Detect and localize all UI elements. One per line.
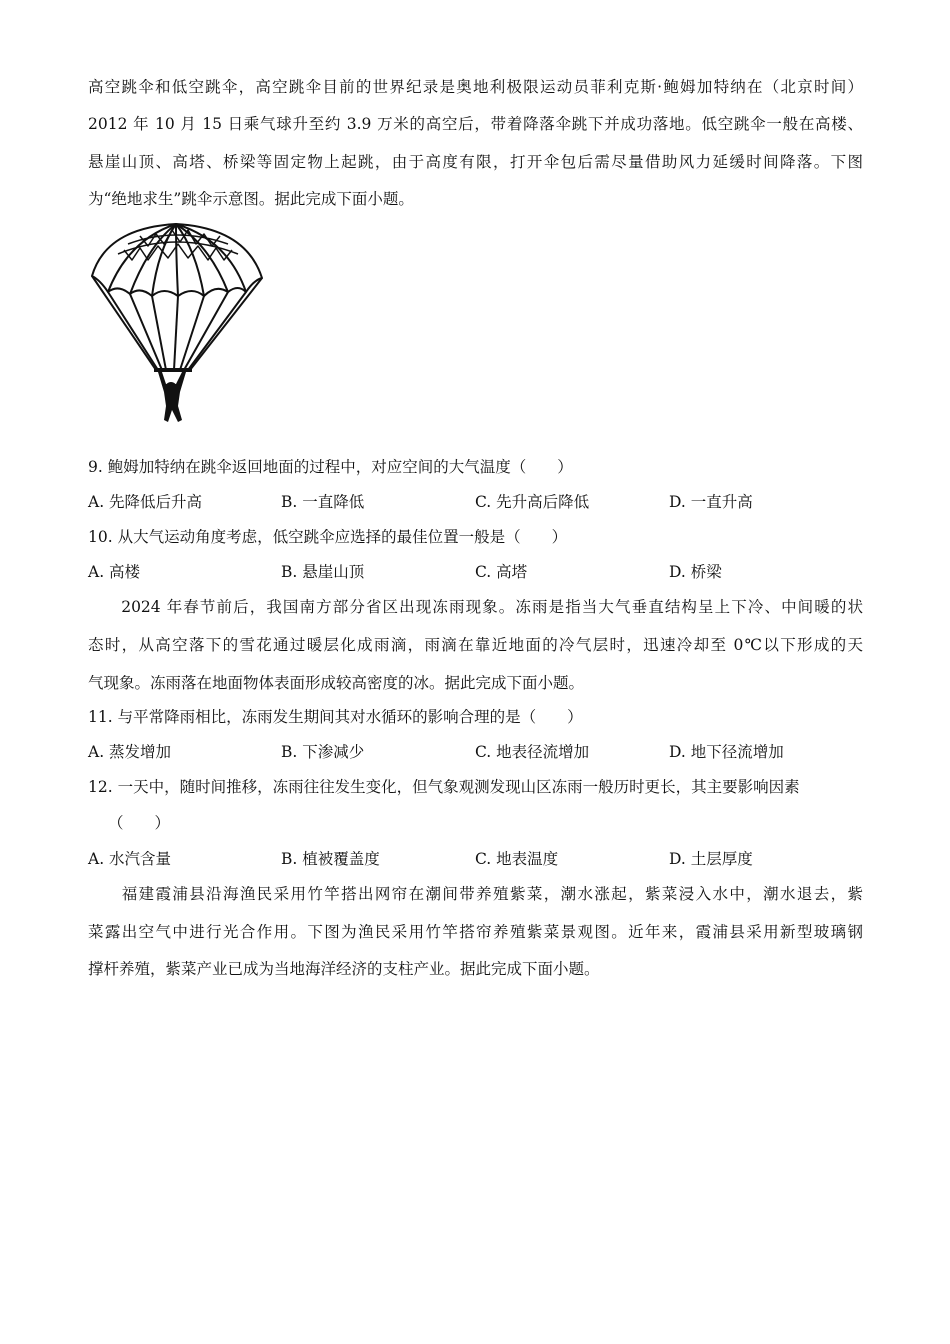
option-d[interactable]: D. 土层厚度 xyxy=(669,850,753,868)
passage-line: 2024 年春节前后，我国南方部分省区出现冻雨现象。冻雨是指当大气垂直结构呈上下冷、中间暖的状 xyxy=(88,598,863,616)
parachute-jumper-icon xyxy=(88,220,268,430)
option-c[interactable]: C. 先升高后降低 xyxy=(475,493,590,511)
option-b[interactable]: B. 下渗减少 xyxy=(281,743,365,761)
option-a[interactable]: A. 水汽含量 xyxy=(88,850,172,868)
option-a[interactable]: A. 蒸发增加 xyxy=(88,743,172,761)
passage-line: 福建霞浦县沿海渔民采用竹竿搭出网帘在潮间带养殖紫菜，潮水涨起，紫菜浸入水中，潮水退去，紫 xyxy=(88,885,863,903)
option-d[interactable]: D. 桥梁 xyxy=(669,563,722,581)
option-b[interactable]: B. 一直降低 xyxy=(281,493,365,511)
passage-line: 气现象。冻雨落在地面物体表面形成较高密度的冰。据此完成下面小题。 xyxy=(88,674,585,692)
option-c[interactable]: C. 高塔 xyxy=(475,563,528,581)
passage-line: 高空跳伞和低空跳伞，高空跳伞目前的世界纪录是奥地利极限运动员菲利克斯·鲍姆加特纳在（北京时间） xyxy=(88,78,863,96)
option-d[interactable]: D. 一直升高 xyxy=(669,493,753,511)
option-b[interactable]: B. 植被覆盖度 xyxy=(281,850,380,868)
passage-line: 菜露出空气中进行光合作用。下图为渔民采用竹竿搭帘养殖紫菜景观图。近年来，霞浦县采用新型玻璃钢 xyxy=(88,923,863,941)
option-d[interactable]: D. 地下径流增加 xyxy=(669,743,784,761)
option-b[interactable]: B. 悬崖山顶 xyxy=(281,563,365,581)
passage-line: 2012 年 10 月 15 日乘气球升至约 3.9 万米的高空后，带着降落伞跳下并成功落地。低空跳伞一般在高楼、 xyxy=(88,115,863,133)
question-stem: 11. 与平常降雨相比，冻雨发生期间其对水循环的影响合理的是（ ） xyxy=(88,708,583,726)
option-a[interactable]: A. 高楼 xyxy=(88,563,141,581)
option-c[interactable]: C. 地表径流增加 xyxy=(475,743,590,761)
parachute-figure xyxy=(88,220,268,430)
passage-line: 为“绝地求生”跳伞示意图。据此完成下面小题。 xyxy=(88,190,414,208)
option-a[interactable]: A. 先降低后升高 xyxy=(88,493,203,511)
question-stem-continuation: （ ） xyxy=(108,814,171,832)
question-stem: 9. 鲍姆加特纳在跳伞返回地面的过程中，对应空间的大气温度（ ） xyxy=(88,458,573,476)
question-stem: 12. 一天中，随时间推移，冻雨往往发生变化，但气象观测发现山区冻雨一般历时更长，其主要影响因素 xyxy=(88,778,800,796)
option-c[interactable]: C. 地表温度 xyxy=(475,850,559,868)
passage-line: 态时，从高空落下的雪花通过暖层化成雨滴，雨滴在靠近地面的冷气层时，迅速冷却至 0℃以下形成的天 xyxy=(88,636,863,654)
question-stem: 10. 从大气运动角度考虑，低空跳伞应选择的最佳位置一般是（ ） xyxy=(88,528,568,546)
passage-line: 撑杆养殖，紫菜产业已成为当地海洋经济的支柱产业。据此完成下面小题。 xyxy=(88,960,600,978)
passage-line: 悬崖山顶、高塔、桥梁等固定物上起跳，由于高度有限，打开伞包后需尽量借助风力延缓时间降落。下图 xyxy=(88,153,863,171)
